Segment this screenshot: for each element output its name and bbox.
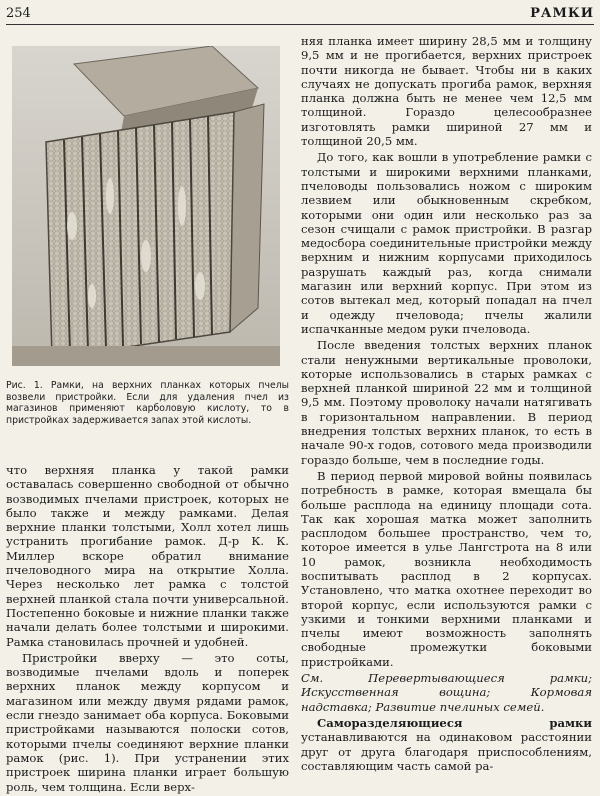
figure-1 [6,40,289,370]
term-heading: Саморазделяющиеся рамки [317,715,592,730]
right-paragraph-2: До того, как вошли в употребление рамки с толстыми и широкими верхними планками, пчеловоды пользовались ножом с широким лезвием или обыкновенным скребком, которыми они один или несколько раз за сезон счищали с рамок пристройки. В разгар медосбора соединительные пристройки между верхним и нижним корпусами приходилось разрушать каждый раз, когда снимали магазин или верхний корпус. При этом из сотов вытекал мед, который попадал на пчел и одежду пчеловода; пчелы жалили испачканные медом руки пчеловода. [301,150,592,336]
right-paragraph-5-text: устанавливаются на одинаковом расстоянии друг от друга благодаря приспособлениям, составляющим часть самой ра- [301,730,592,773]
left-column [6,463,289,796]
cross-reference: См. Перевертывающиеся рамки; Искусственная вощина; Кормовая надставка; Развитие пчелиных семей. [301,671,592,714]
right-paragraph-3: После введения толстых верхних планок стали ненужными вертикальные проволоки, которые использовались в старых рамках с верхней планкой шириной 22 мм и толщиной 9,5 мм. Поэтому проволоку начали натягивать в горизонтальном направлении. В период внедрения толстых верхних планок, то есть в начале 90-х годов, сотового меда производили гораздо больше, чем в последние годы. [301,338,592,467]
beehive-frames-photo [12,46,280,366]
page-number: 254 [6,6,31,21]
hive-illustration [12,46,280,366]
figure-caption [6,380,289,426]
running-title: РАМКИ [530,6,594,21]
right-paragraph-1: няя планка имеет ширину 28,5 мм и толщину 9,5 мм и не прогибается, верхних пристроек почти никогда не бывает. Чтобы ни в каких случаях не допускать прогиба рамок, верхняя планка должна быть не менее чем 12,5 мм толщиной. Гораздо целесообразнее изготовлять рамки шириной 27 мм и толщиной 20,5 мм. [301,34,592,149]
right-column [301,34,592,775]
right-paragraph-5 [301,716,592,773]
right-paragraph-4: В период первой мировой войны появилась потребность в рамке, которая вмещала бы больше расплода на единицу площади сота. Так как хорошая матка может заполнить расплодом большее пространство, чем то, которое имеется в улье Лангстрота на 8 или 10 рамок, возникла необходимость воспитывать расплод в 2 корпусах. Установлено, что матка охотнее переходит во второй корпус, если используются рамки с узкими и тонкими верхними планками и пчелы имеют возможность заполнять свободные промежутки боковыми пристройками. [301,468,592,669]
page-header [6,4,594,24]
left-paragraph-2: Пристройки вверху — это соты, возводимые пчелами вдоль и поперек верхних планок между корпусом и магазином или между двумя рядами рамок, если гнездо занимает оба корпуса. Боковыми пристройками называются полоски сотов, которыми пчелы соединяют верхние планки рамок (рис. 1). При устранении этих пристроек ширина планки играет большую роль, чем толщина. Если верх- [6,650,289,794]
caption-text: Рамки, на верхних планках которых пчелы возвели пристройки. Если для удаления пчел из магазинов применяют карболовую кислоту, то в пристройках задерживается запах этой кислоты. [6,380,289,426]
header-rule [6,24,594,25]
caption-label: Рис. 1. [6,380,43,391]
left-paragraph-1: что верхняя планка у такой рамки оставалась совершенно свободной от обычно возводимых пчелами пристроек, которых не было также и между рамками. Делая верхние планки толстыми, Холл хотел лишь устранить прогибание рамок. Д-р К. К. Миллер вскоре обратил внимание пчеловодного мира на открытие Холла. Через несколько лет рамка с толстой верхней планкой стала почти универсальной. Постепенно боковые и нижние планки также начали делать более толстыми и широкими. Рамка становилась прочней и удобней. [6,463,289,649]
